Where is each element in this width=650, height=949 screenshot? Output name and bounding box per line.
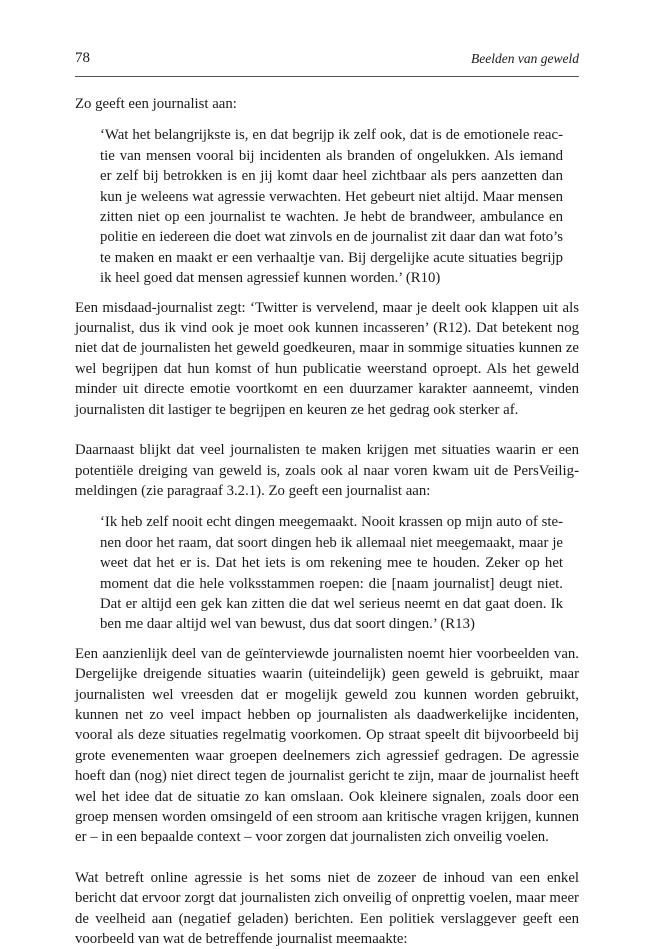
paragraph-misdaad-journalist: Een misdaad-journalist zegt: ‘Twitter is vervelend, maar je deelt ook klappen uit als journalist, dus ik vind ook je moet ook kunnen incasseren’ (R12). Dat betekent nog niet dat de journalisten het geweld goedkeuren, maar in sommige situaties kunnen ze wel begrijpen dat hun komst of hun publicatie weerstand oproept. Als het geweld minder uit directe emotie voortkomt en een duurzamer karakter aanneemt, vinden journalisten dit lastiger te begrijpen en keuren ze het gedrag ook sterker af. [75,299,579,418]
intro-sentence: Zo geeft een journalist aan: [75,96,237,112]
paragraph-online-agressie: Wat betreft online agressie is het soms niet de zozeer de inhoud van een enkel bericht dat ervoor zorgt dat journalisten zich onveilig of onprettig voelen, maar meer de veelheid aan (negatief geladen) berichten. Een politiek verslaggever geeft een voorbeeld van wat de betreffende journalist meemaakte: [75,869,579,948]
block-quote-r13: ‘Ik heb zelf nooit echt dingen meegemaakt. Nooit krassen op mijn auto of stenen door het raam, dat soort dingen heb ik allemaal niet meegemaakt, maar je weet dat het er is. Dat het iets is om rekening mee te houden. Zeker op het moment dat die hele volksstammen roepen: die [naam journalist] deugt niet. Dat er altijd een gek kan zitten die dat wel serieus neemt en dat gaat doen. Ik ben me daar altijd wel van bewust, dus dat soort dingen.’ (R13) [100,514,563,633]
running-header [75,48,579,77]
paragraph-dreigende-situaties: Een aanzienlijk deel van de geïnterviewde journalisten noemt hier voorbeelden van. Dergelijke dreigende situaties waarin (uiteindelijk) geen geweld is gebruikt, maar journalisten wel vreesden dat er mogelijk geweld zou kunnen worden gebruikt, kunnen net zo veel impact hebben op journalisten als daadwerkelijke incidenten, vooral als deze situaties regelmatig voorkomen. Op straat speelt dit bijvoorbeeld bij grote evenementen waar groepen deelnemers zich agressief gedragen. De agressie hoeft dan (nog) niet direct tegen de journalist gericht te zijn, maar de journalist heeft wel het idee dat de situatie zo kan omslaan. Ook kleinere signalen, zoals door een groep mensen worden omsingeld of een stroom aan kritische vragen krijgen, kunnen er – in een bepaalde context – voor zorgen dat journalisten zich onveilig voelen. [75,645,579,846]
page-number: 78 [75,50,90,66]
block-quote-r10: ‘Wat het belangrijkste is, en dat begrijp ik zelf ook, dat is de emotionele reactie van mensen vooral bij incidenten als branden of ongelukken. Als iemand er zelf bij betrokken is en jij komt daar heel zichtbaar als pers aanzetten dan kun je weleens wat agressie verwachten. Het gebeurt niet altijd. Maar mensen zitten niet op een journalist te wachten. Je hebt de brandweer, ambulance en politie en iedereen die doet wat zinvols en de journalist zit daar dan wat foto’s te maken en maakt er een verhaaltje van. Bij dergelijke acute situaties begrijp ik heel goed dat mensen agressief kunnen worden.’ (R10) [100,127,563,287]
body-text [75,94,579,949]
running-title: Beelden van geweld [471,51,579,66]
paragraph-potentiele-dreiging: Daarnaast blijkt dat veel journalisten te maken krijgen met situaties waarin er een potentiële dreiging van geweld is, zoals ook al naar voren kwam uit de PersVeiligmeldingen (zie paragraaf 3.2.1). Zo geeft een journalist aan: [75,442,579,499]
